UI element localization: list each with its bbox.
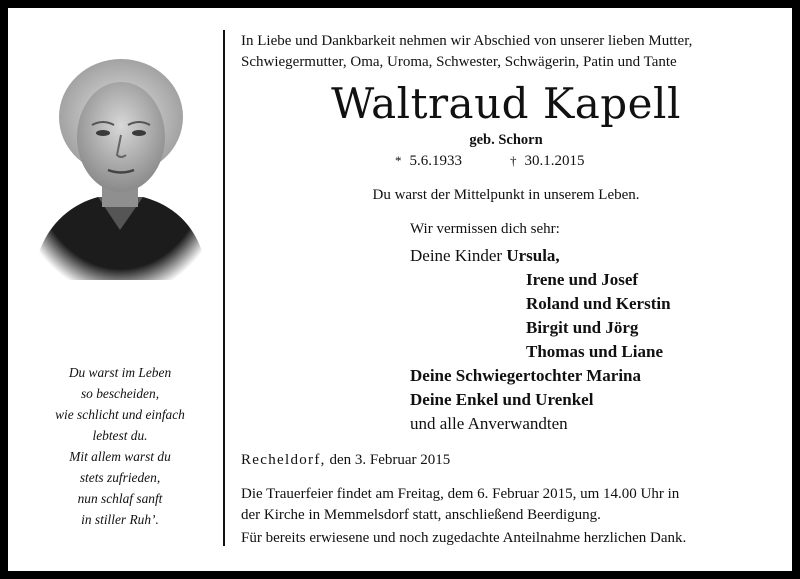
children-prefix: Deine Kinder — [410, 246, 503, 265]
list-item — [410, 244, 671, 268]
child-name: Irene und Josef — [526, 270, 639, 289]
grandchildren: Deine Enkel und Urenkel — [410, 390, 594, 409]
intro-line: In Liebe und Dankbarkeit nehmen wir Abschied von unserer lieben Mutter, — [241, 33, 693, 49]
maiden-name: geb. Schorn — [469, 132, 543, 148]
town: Recheldorf, — [241, 452, 326, 468]
poem-line: so bescheiden, — [80, 386, 160, 401]
child-name: Thomas und Liane — [526, 342, 663, 361]
vertical-divider — [223, 30, 225, 546]
relatives: und alle Anverwandten — [410, 414, 568, 433]
daughter-in-law: Deine Schwiegertochter Marina — [410, 366, 642, 385]
motto: Du warst der Mittelpunkt in unserem Leben. — [372, 187, 640, 203]
mourners-list — [410, 244, 671, 436]
memorial-poem — [30, 362, 210, 530]
death-date-value: 30.1.2015 — [524, 153, 585, 169]
place-and-date — [241, 452, 450, 469]
child-name: Birgit und Jörg — [526, 318, 639, 337]
deceased-name: Waltraud Kapell — [331, 79, 681, 128]
death-symbol: † — [510, 153, 517, 168]
birth-date — [395, 153, 462, 170]
intro-line: Schwiegermutter, Oma, Uroma, Schwester, Schwägerin, Patin und Tante — [241, 54, 677, 70]
notice-date: den 3. Februar 2015 — [329, 452, 451, 468]
birth-date-value: 5.6.1933 — [409, 153, 462, 169]
birth-symbol: * — [395, 153, 402, 168]
child-name: Roland und Kerstin — [526, 294, 671, 313]
mourners-intro: Wir vermissen dich sehr: — [410, 221, 560, 237]
poem-line: wie schlicht und einfach — [55, 407, 185, 422]
intro-text — [241, 31, 771, 73]
child-name: Ursula, — [506, 246, 560, 265]
funeral-line: der Kirche in Memmelsdorf statt, anschließend Beerdigung. — [241, 507, 601, 523]
poem-line: lebtest du. — [92, 428, 148, 443]
poem-line: nun schlaf sanft — [77, 491, 163, 506]
funeral-line: Die Trauerfeier findet am Freitag, dem 6. Februar 2015, um 14.00 Uhr in — [241, 486, 680, 502]
thanks-note: Für bereits erwiesene und noch zugedachte Anteilnahme herzlichen Dank. — [241, 530, 687, 546]
funeral-info — [241, 484, 771, 526]
poem-line: Mit allem warst du — [69, 449, 171, 464]
poem-line: Du warst im Leben — [68, 365, 172, 380]
poem-line: stets zufrieden, — [79, 470, 161, 485]
portrait-photo — [28, 55, 213, 285]
poem-line: in stiller Ruh’. — [81, 512, 159, 527]
death-date — [510, 153, 585, 170]
